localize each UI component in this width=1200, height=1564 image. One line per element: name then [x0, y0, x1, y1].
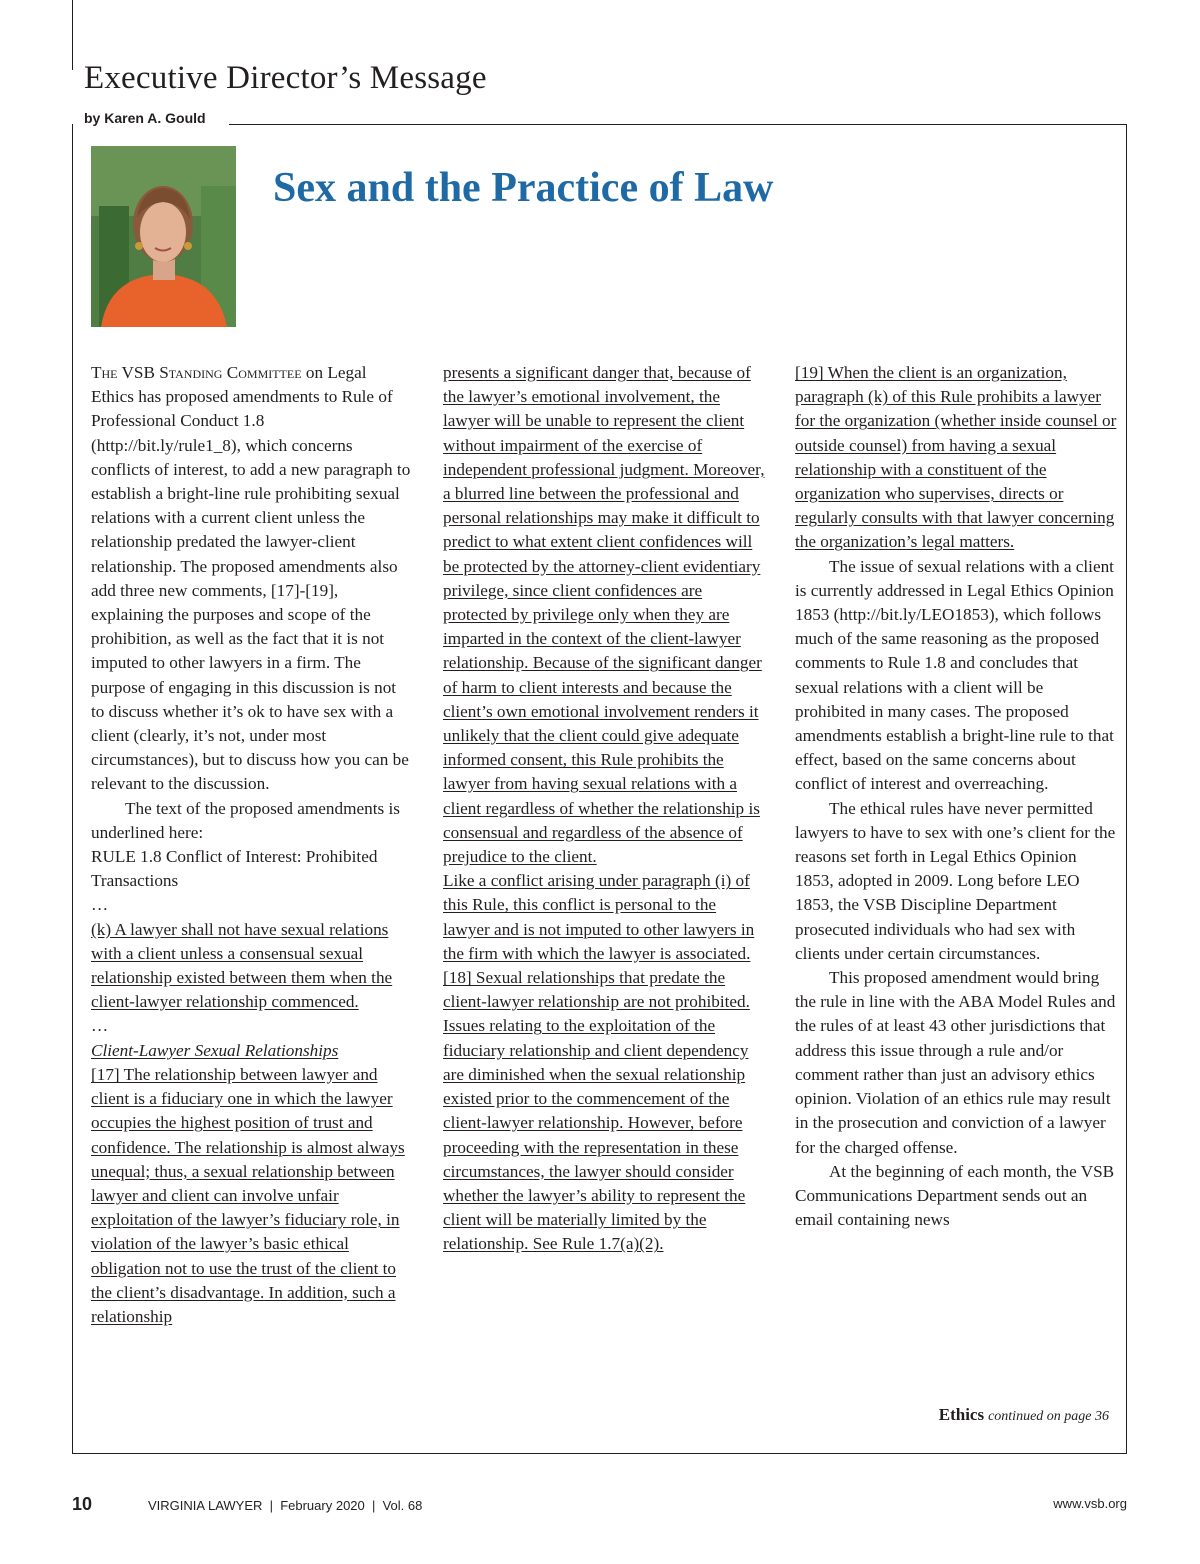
author-photo: [91, 146, 236, 327]
article-column-3: [795, 361, 1117, 1232]
rule-paragraph-k: (k) A lawyer shall not have sexual relations with a client unless a consensual sexual relationship existed between them when the client-lawyer relationship commenced.: [91, 919, 393, 1012]
section-title: Executive Director’s Message: [84, 60, 487, 96]
byline: by Karen A. Gould: [84, 110, 206, 126]
ellipsis: …: [91, 1016, 109, 1036]
comment-heading: Client-Lawyer Sexual Relationships: [91, 1040, 339, 1060]
article-column-1: [91, 361, 413, 1329]
continued-note: [795, 1405, 1109, 1425]
comment-19: [19] When the client is an organization, paragraph (k) of this Rule prohibits a lawyer for the organization (whether inside counsel or outside counsel) from having a sexual relationship with a constituent of the organization who supervises, directs or regularly consults with that lawyer concerning the organization’s legal matters.: [795, 363, 1117, 552]
header-left-rule: [72, 0, 73, 70]
page-number: 10: [72, 1494, 93, 1514]
body-paragraph: This proposed amendment would bring the rule in line with the ABA Model Rules and the rules of at least 43 other jurisdictions that address this issue through a rule and/or comment rather than just an advisory ethics opinion. Violation of an ethics rule may result in the prosecution and conviction of a lawyer for the charged offense.: [795, 968, 1116, 1157]
ellipsis: …: [91, 895, 109, 915]
article-title: Sex and the Practice of Law: [273, 165, 774, 211]
comment-17-part-2: presents a significant danger that, because of the lawyer’s emotional involvement, the lawyer will be unable to represent the client without impairment of the exercise of independent professional judgment. Moreover, a blurred line between the professional and personal relationships may make it difficult to predict to what extent client confidences will be protected by the attorney-client evidentiary privilege, since client confidences are protected by privilege only when they are imparted in the context of the client-lawyer relationship. Because of the significant danger of harm to client interests and because the client’s own emotional involvement renders it unlikely that the client could give adequate informed consent, this Rule prohibits the lawyer from having sexual relations with a client regardless of whether the relationship is consensual and regardless of the absence of prejudice to the client.: [443, 363, 765, 867]
intro-text: on Legal Ethics has proposed amendments to Rule of Professional Conduct 1.8 (http://bit.ly/rule1_8), which concerns conflicts of interest, to add a new paragraph to establish a bright-line rule prohibiting sexual relations with a current client unless the relationship predated the lawyer-client relationship. The proposed amendments also add three new comments, [17]-[19], explaining the purposes and scope of the prohibition, as well as the fact that it is not imputed to other lawyers in a firm. The purpose of engaging in this discussion is not to discuss whether it’s ok to have sex with a client (clearly, it’s not, under most circumstances), but to discuss how you can be relevant to the discussion.: [91, 363, 411, 794]
intro-lead-in: The VSB Standing Committee: [91, 363, 302, 382]
rule-heading: RULE 1.8 Conflict of Interest: Prohibited Transactions: [91, 847, 378, 891]
continued-label: Ethics: [938, 1405, 985, 1424]
comment-17-part-3: Like a conflict arising under paragraph (i) of this Rule, this conflict is personal to the lawyer and is not imputed to other lawyers in the firm with which the lawyer is associated.: [443, 871, 755, 963]
comment-17-part-1: [17] The relationship between lawyer and client is a fiduciary one in which the lawyer occupies the highest position of trust and confidence. The relationship is almost always unequal; thus, a sexual relationship between lawyer and client can involve unfair exploitation of the lawyer’s fiduciary role, in violation of the lawyer’s basic ethical obligation not to use the trust of the client to the client’s disadvantage. In addition, such a relationship: [91, 1064, 405, 1326]
body-paragraph: The issue of sexual relations with a client is currently addressed in Legal Ethics Opinion 1853 (http://bit.ly/LEO1853), which follows much of the same reasoning as the proposed comments to Rule 1.8 and concludes that sexual relations with a client will be prohibited in many cases. The proposed amendments establish a bright-line rule to that effect, based on the same concerns about conflict of interest and overreaching.: [795, 556, 1114, 794]
body-paragraph: The ethical rules have never permitted lawyers to have to sex with one’s client for the reasons set forth in Legal Ethics Opinion 1853, adopted in 2009. Long before LEO 1853, the VSB Discipline Department prosecuted individuals who had sex with clients under certain circumstances.: [795, 798, 1116, 963]
continued-text: continued on page 36: [988, 1409, 1109, 1424]
body-paragraph: At the beginning of each month, the VSB Communications Department sends out an email containing news: [795, 1161, 1115, 1230]
article-column-2: [443, 361, 765, 1257]
amendment-intro: The text of the proposed amendments is underlined here:: [91, 798, 400, 842]
website-link[interactable]: www.vsb.org: [1053, 1496, 1127, 1511]
publication-info: VIRGINIA LAWYER | February 2020 | Vol. 68: [148, 1498, 423, 1513]
intro-paragraph: [91, 361, 413, 797]
comment-18: [18] Sexual relationships that predate the client-lawyer relationship are not prohibited. Issues relating to the exploitation of the fiduciary relationship and client dependency are diminished when the sexual relationship existed prior to the commencement of the client-lawyer relationship. However, before proceeding with the representation in these circumstances, the lawyer should consider whether the lawyer’s ability to represent the client will be materially limited by the relationship. See Rule 1.7(a)(2).: [443, 968, 750, 1254]
